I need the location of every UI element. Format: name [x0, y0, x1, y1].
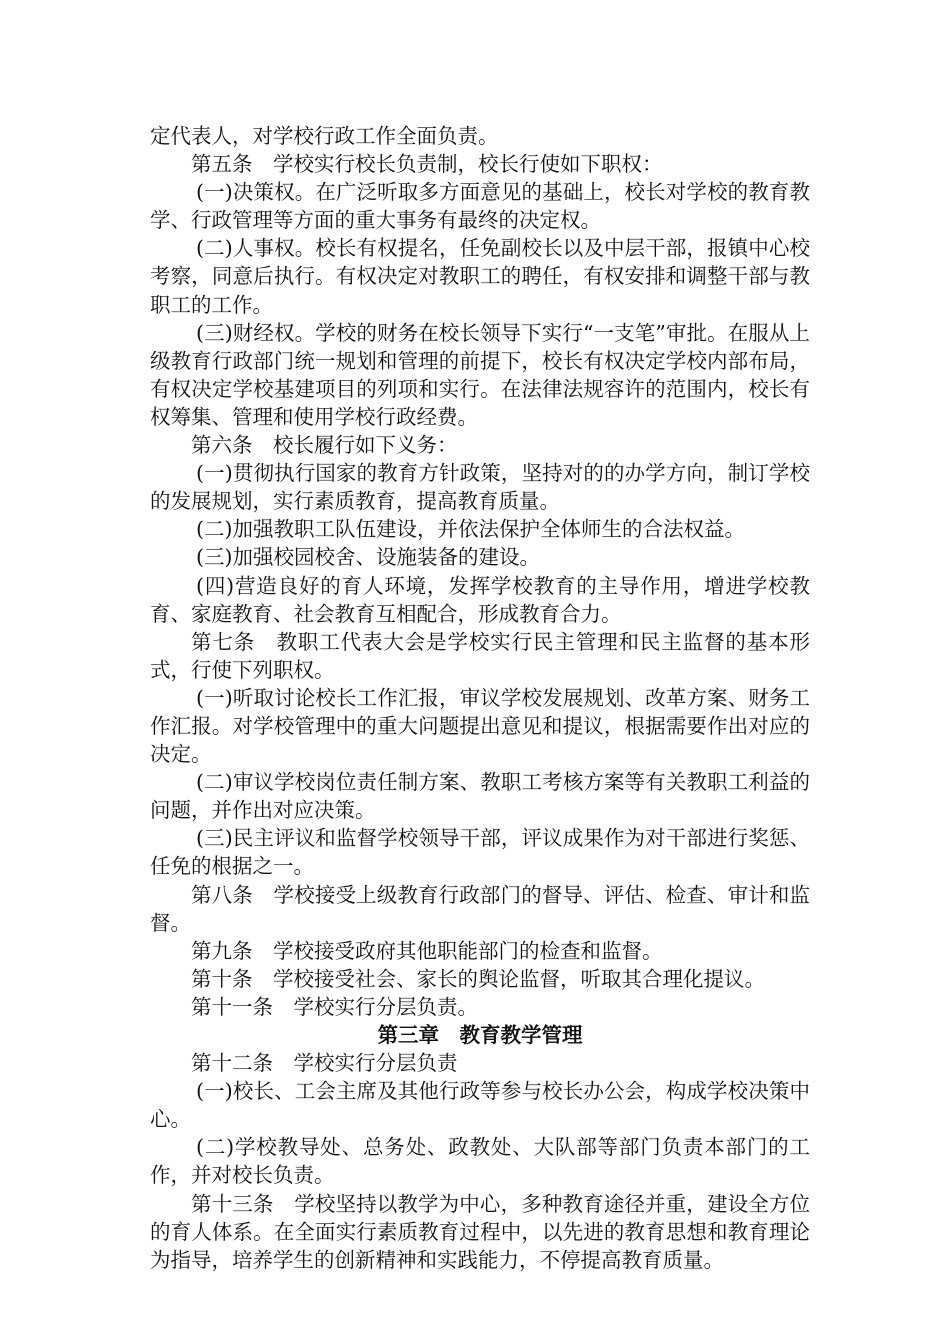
article-12: 第十二条 学校实行分层负责 [191, 1051, 458, 1076]
article-9: 第九条 学校接受政府其他职能部门的检查和监督。 [191, 938, 663, 963]
article-11: 第十一条 学校实行分层负责。 [191, 994, 478, 1019]
article-5: 第五条 学校实行校长负责制，校长行使如下职权： [191, 152, 663, 177]
article-6: 第六条 校长履行如下义务： [191, 433, 458, 458]
chapter-heading: 第三章 教育教学管理 [377, 1023, 583, 1047]
article-10: 第十条 学校接受社会、家长的舆论监督，听取其合理化提议。 [191, 966, 765, 991]
paragraph-continuation: 定代表人，对学校行政工作全面负责。 [150, 124, 499, 148]
article-8: 第八条 学校接受上级教育行政部门的督导、评估、检查、审计和监督。 [150, 882, 810, 935]
article-7: 第七条 教职工代表大会是学校实行民主管理和民主监督的基本形式，行使下列职权。 [150, 629, 810, 682]
article-5-item-2: (二)人事权。校长有权提名，任免副校长以及中层干部，报镇中心校考察，同意后执行。有权决定对教职工的聘任，有权安排和调整干部与教职工的工作。 [150, 236, 810, 317]
article-12-item-2: (二)学校教导处、总务处、政教处、大队部等部门负责本部门的工作，并对校长负责。 [150, 1135, 810, 1188]
article-6-item-2: (二)加强教职工队伍建设，并依法保护全体师生的合法权益。 [196, 517, 745, 542]
article-6-item-4: (四)营造良好的育人环境，发挥学校教育的主导作用，增进学校教育、家庭教育、社会教育互相配合，形成教育合力。 [150, 573, 810, 626]
article-7-item-2: (二)审议学校岗位责任制方案、教职工考核方案等有关教职工利益的问题，并作出对应决策。 [150, 770, 810, 823]
document-body [150, 122, 810, 1274]
article-7-item-1: (一)听取讨论校长工作汇报，审议学校发展规划、改革方案、财务工作汇报。对学校管理中的重大问题提出意见和提议，根据需要作出对应的决定。 [150, 685, 810, 767]
article-13: 第十三条 学校坚持以教学为中心，多种教育途径并重，建设全方位的育人体系。在全面实行素质教育过程中，以先进的教育思想和教育理论为指导，培养学生的创新精神和实践能力，不停提高教育质量。 [150, 1191, 810, 1272]
article-5-item-3: (三)财经权。学校的财务在校长领导下实行“一支笔”审批。在服从上级教育行政部门统一规划和管理的前提下，校长有权决定学校内部布局，有权决定学校基建项目的列项和实行。在法律法规容许的范围内，校长有权筹集、管理和使用学校行政经费。 [150, 320, 810, 429]
article-6-item-3: (三)加强校园校舍、设施装备的建设。 [196, 545, 540, 570]
article-7-item-3: (三)民主评议和监督学校领导干部，评议成果作为对干部进行奖惩、任免的根据之一。 [150, 826, 810, 879]
article-6-item-1: (一)贯彻执行国家的教育方针政策，坚持对的的办学方向，制订学校的发展规划，实行素质教育，提高教育质量。 [150, 461, 810, 514]
article-12-item-1: (一)校长、工会主席及其他行政等参与校长办公会，构成学校决策中心。 [150, 1079, 810, 1132]
article-5-item-1: (一)决策权。在广泛听取多方面意见的基础上，校长对学校的教育教学、行政管理等方面的重大事务有最终的决定权。 [150, 180, 810, 233]
